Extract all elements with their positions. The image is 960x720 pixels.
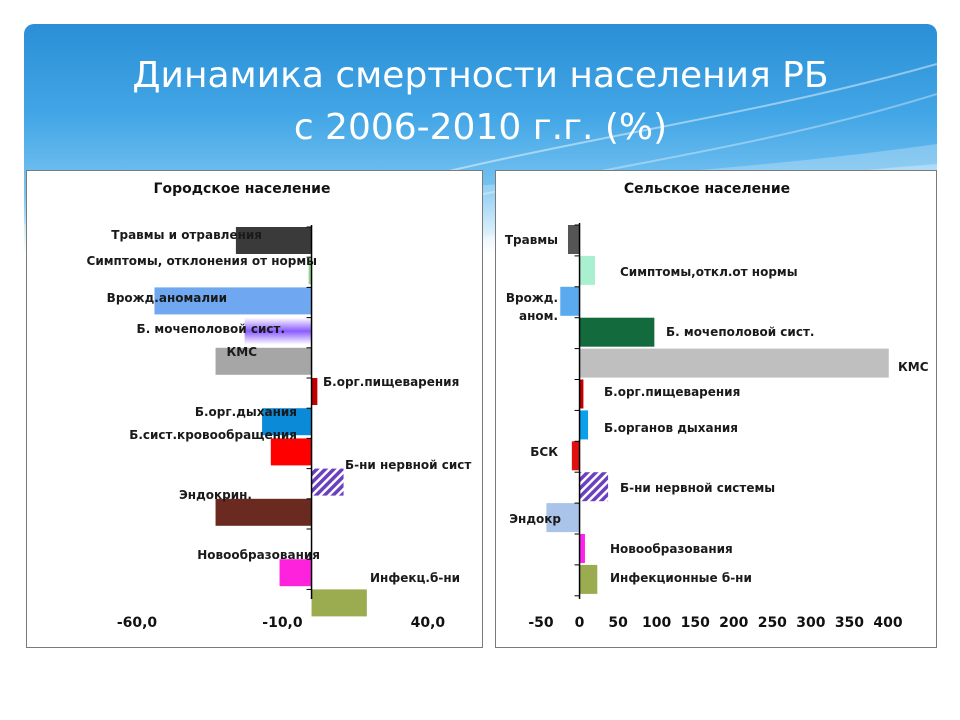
x-tick-label: 400	[873, 615, 903, 631]
chart-title: Сельское население	[623, 181, 791, 197]
bar-label-4: Б. мочеполовой сист.	[136, 322, 285, 336]
bar-label-6: Б.орг.пищеварения	[604, 385, 741, 399]
bar-8	[572, 441, 580, 470]
bar-2	[580, 256, 595, 285]
x-tick-label: 150	[680, 615, 710, 631]
bar-label-1: Травмы	[504, 233, 558, 247]
bar-label-3: Врожд.аномалии	[106, 291, 227, 305]
bar-9	[580, 472, 609, 501]
bar-label-2: Симптомы,откл.от нормы	[620, 265, 798, 279]
bar-label-7: Б.орг.дыхания	[194, 405, 297, 419]
bar-label-10: Эндокрин.	[178, 488, 252, 502]
bar-8	[271, 438, 312, 465]
bar-label-12: Инфекционные б-ни	[610, 571, 752, 585]
x-tick-label: 350	[834, 615, 865, 631]
x-tick-label: -10,0	[262, 615, 303, 631]
bar-1	[568, 225, 580, 254]
bar-10	[216, 499, 312, 526]
bar-12	[580, 565, 598, 594]
x-tick-label: 250	[757, 615, 787, 631]
rural-chart-panel	[495, 170, 937, 648]
x-tick-label: -50	[528, 615, 554, 631]
x-tick-label: 100	[642, 615, 672, 631]
bar-label-12: Инфекц.б-ни	[370, 571, 461, 585]
bar-label-11: Новообразования	[610, 542, 733, 556]
bar-11	[580, 534, 585, 563]
bar-4	[580, 318, 655, 347]
bar-label-3: Врожд. аном.	[505, 291, 558, 323]
bar-11	[280, 559, 312, 586]
bar-9	[312, 469, 344, 496]
slide-title	[24, 50, 937, 154]
bar-label-9: Б-ни нервной сист	[345, 458, 472, 472]
x-tick-label: 200	[719, 615, 749, 631]
bar-label-1: Травмы и отравления	[111, 228, 262, 242]
bar-label-6: Б.орг.пищеварения	[323, 375, 460, 389]
bar-label-5: КМС	[898, 360, 929, 374]
x-tick-label: 50	[608, 615, 628, 631]
bar-12	[312, 589, 367, 616]
bar-label-8: Б.сист.кровообращения	[129, 428, 297, 442]
chart-title: Городское население	[153, 181, 331, 197]
bar-7	[580, 410, 588, 439]
bar-6	[312, 378, 318, 405]
urban-chart	[27, 171, 482, 647]
urban-chart-panel	[26, 170, 483, 648]
rural-chart	[496, 171, 936, 647]
bar-label-4: Б. мочеполовой сист.	[666, 325, 815, 339]
slide-title-line2: с 2006-2010 г.г. (%)	[293, 107, 668, 148]
bar-label-11: Новообразования	[197, 548, 320, 562]
bar-5	[580, 349, 889, 378]
bar-label-10: Эндокр	[509, 512, 561, 526]
x-tick-label: -60,0	[116, 615, 158, 631]
bar-label-5: КМС	[226, 345, 257, 359]
bar-3	[560, 287, 579, 316]
bar-label-7: Б.органов дыхания	[604, 421, 738, 435]
bar-label-9: Б-ни нервной системы	[620, 481, 776, 495]
x-tick-label: 0	[574, 615, 585, 631]
bar-label-8: БСК	[530, 445, 558, 459]
x-tick-label: 300	[796, 615, 826, 631]
slide-title-line1: Динамика смертности населения РБ	[132, 55, 829, 96]
bar-label-2: Симптомы, отклонения от нормы	[86, 254, 317, 268]
x-tick-label: 40,0	[410, 615, 446, 631]
